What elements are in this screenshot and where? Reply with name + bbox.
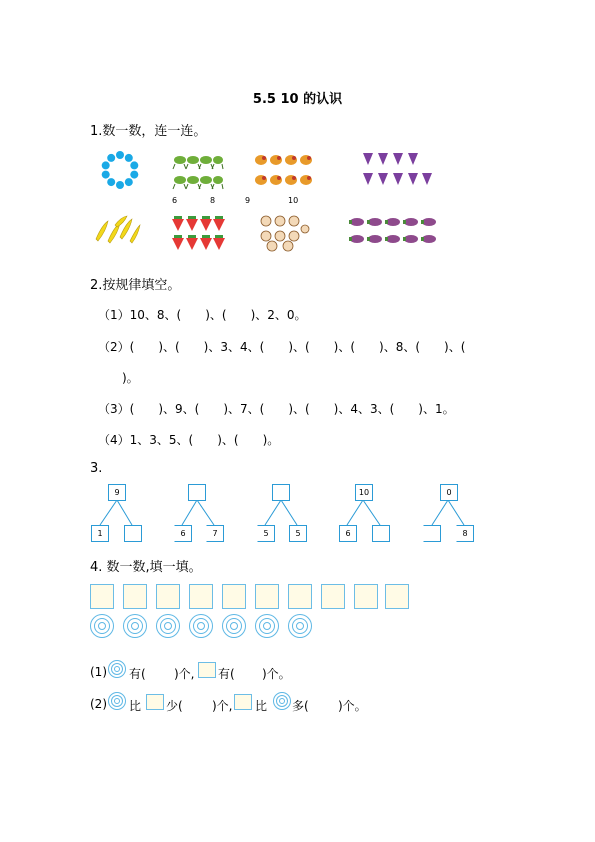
section-2-heading: 2.按规律填空。: [90, 278, 181, 293]
q1-has-text: 有(: [129, 667, 146, 681]
bond-3-right[interactable]: 5: [289, 525, 307, 542]
q2-fewer-text: 少(: [166, 699, 183, 713]
bond-1-top[interactable]: 9: [108, 484, 126, 501]
sequence-line-1: （1）10、8、( )、( )、2、0。: [98, 308, 307, 322]
ring-3: [156, 614, 180, 638]
bond-5-right[interactable]: 8: [456, 525, 474, 542]
q1-count-suffix: )个,: [174, 667, 195, 681]
square-2: [123, 584, 147, 609]
bond-1-left[interactable]: 1: [91, 525, 109, 542]
square-3: [156, 584, 180, 609]
number-label-10: 10: [288, 196, 299, 205]
bond-4-right[interactable]: [372, 525, 390, 542]
bond-2-left[interactable]: 6: [174, 525, 192, 542]
sequence-line-4: （4）1、3、5、( )、( )。: [98, 433, 280, 447]
square-8: [321, 584, 345, 609]
number-label-8: 8: [210, 196, 216, 205]
ring-1: [90, 614, 114, 638]
bond-2-top[interactable]: [188, 484, 206, 501]
sequence-line-3: （3）( )、9、( )、7、( )、( )、4、3、( )、1。: [98, 402, 455, 416]
bond-3-top[interactable]: [272, 484, 290, 501]
ring-icon: [273, 692, 291, 710]
square-icon: [146, 694, 164, 710]
sequence-line-2-cont: )。: [98, 371, 139, 385]
q1-has-text-2: 有(: [218, 667, 235, 681]
q2-count-suffix: )个,: [212, 699, 233, 713]
square-4: [189, 584, 213, 609]
square-5: [222, 584, 246, 609]
square-icon: [198, 662, 216, 678]
q1-count-suffix-2: )个。: [262, 667, 291, 681]
q2-count-suffix-2: )个。: [338, 699, 367, 713]
bond-4-top[interactable]: 10: [355, 484, 373, 501]
square-7: [288, 584, 312, 609]
ring-4: [189, 614, 213, 638]
section-4-heading: 4. 数一数,填一填。: [90, 560, 202, 575]
square-6: [255, 584, 279, 609]
bond-5-top[interactable]: 0: [440, 484, 458, 501]
q2-more-text: 多(: [292, 699, 309, 713]
bond-2-right[interactable]: 7: [206, 525, 224, 542]
number-label-9: 9: [245, 196, 251, 205]
bond-5-left[interactable]: [423, 525, 441, 542]
ring-5: [222, 614, 246, 638]
q2-number: (2): [90, 697, 107, 711]
section-3-heading: 3.: [90, 461, 103, 476]
bond-4-left[interactable]: 6: [339, 525, 357, 542]
sequence-line-2: （2）( )、( )、3、4、( )、( )、( )、8、( )、(: [98, 340, 466, 354]
ring-6: [255, 614, 279, 638]
bond-1-right[interactable]: [124, 525, 142, 542]
number-label-6: 6: [172, 196, 178, 205]
q2-compare-text: 比: [129, 699, 142, 713]
square-10: [385, 584, 409, 609]
ring-icon: [108, 660, 126, 678]
ring-2: [123, 614, 147, 638]
page-title: 5.5 10 的认识: [252, 92, 343, 107]
square-9: [354, 584, 378, 609]
square-1: [90, 584, 114, 609]
bond-3-left[interactable]: 5: [257, 525, 275, 542]
ring-icon: [108, 692, 126, 710]
q1-number: (1): [90, 665, 107, 679]
ring-7: [288, 614, 312, 638]
square-icon: [234, 694, 252, 710]
q2-compare-text-2: 比: [255, 699, 268, 713]
section-1-heading: 1.数一数，连一连。: [90, 124, 207, 139]
